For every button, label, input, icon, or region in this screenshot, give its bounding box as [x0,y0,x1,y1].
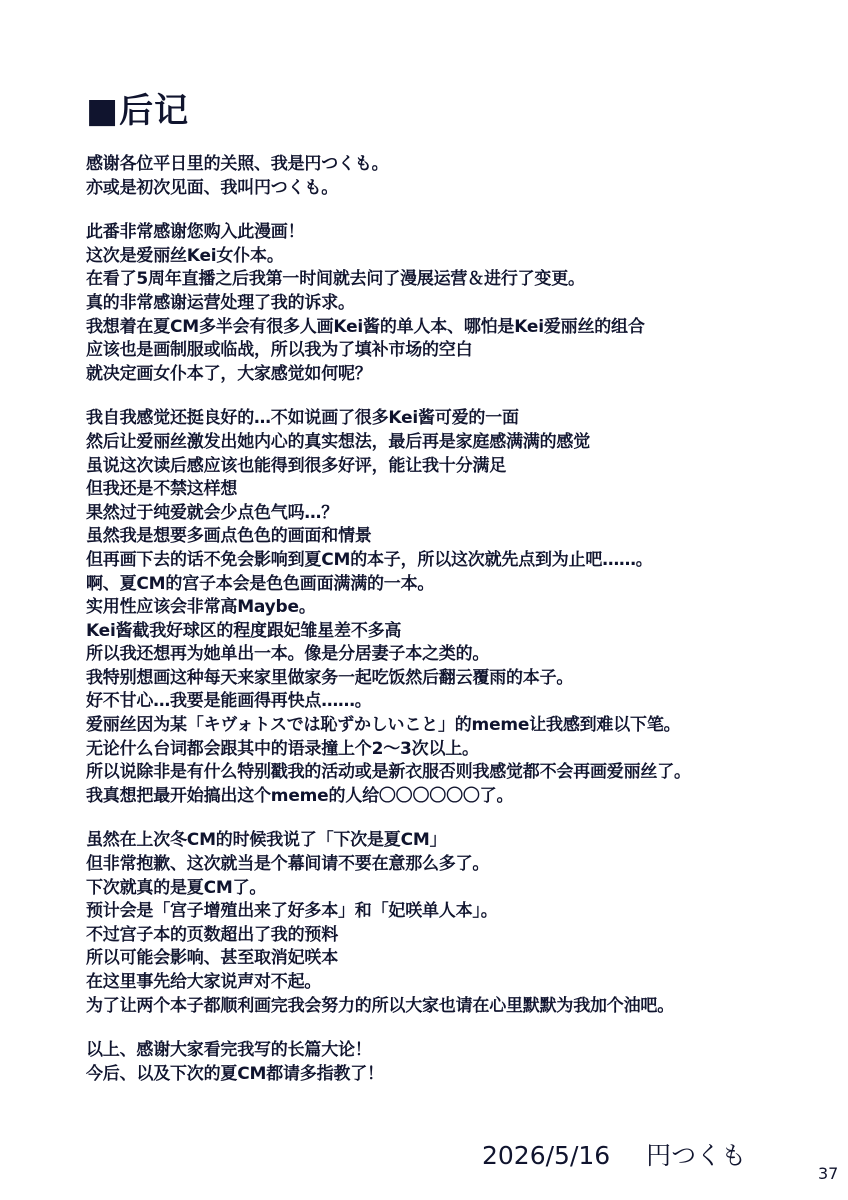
text-line: 虽然在上次冬CM的时候我说了「下次是夏CM」 [86,830,447,851]
text-line: Kei酱截我好球区的程度跟妃雏星差不多高 [86,620,402,641]
paragraph [86,829,826,1018]
text-line: 爱丽丝因为某「キヴォトスでは恥ずかしいこと」的meme让我感到难以下笔。 [86,715,681,736]
text-line: 今后、以及下次的夏CM都请多指教了！ [86,1063,384,1084]
text-line: 我自我感觉还挺良好的…不如说画了很多Kei酱可爱的一面 [86,408,519,429]
text-line: 亦或是初次见面、我叫円つくも。 [86,177,338,198]
text-line: 果然过于纯爱就会少点色气吗…？ [86,502,338,523]
text-line: 以上、感谢大家看完我写的长篇大论！ [86,1040,372,1061]
text-line: 下次就真的是夏CM了。 [86,877,267,898]
signature-author: 円つくも [646,1141,747,1170]
text-line: 就决定画女仆本了，大家感觉如何呢？ [86,363,372,384]
text-line: 无论什么台词都会跟其中的语录撞上个2～3次以上。 [86,738,479,759]
paragraph [86,221,826,386]
text-line: 所以可能会影响、甚至取消妃咲本 [86,948,338,969]
text-line: 应该也是画制服或临战，所以我为了填补市场的空白 [86,340,473,361]
text-line: 预计会是「宫子增殖出来了好多本」和「妃咲单人本」。 [86,901,498,922]
text-line: 在这里事先给大家说声对不起。 [86,972,322,992]
text-line: 但非常抱歉、这次就当是个幕间请不要在意那么多了。 [86,854,490,875]
page-number: 37 [818,1164,839,1183]
text-line: 感谢各位平日里的关照、我是円つくも。 [86,154,389,174]
afterword-body [86,153,826,1107]
text-line: 虽说这次读后感应该也能得到很多好评，能让我十分满足 [86,455,506,476]
text-line: 啊、夏CM的宫子本会是色色画面满满的一本。 [86,573,435,594]
page-title: ■后记 [86,91,190,131]
text-line: 但再画下去的话不免会影响到夏CM的本子，所以这次就先点到为止吧……。 [86,549,653,570]
text-line: 不过宫子本的页数超出了我的预料 [86,924,338,945]
paragraph [86,1039,826,1086]
text-line: 但我还是不禁这样想 [86,479,238,500]
text-line: 所以我还想再为她单出一本。像是分居妻子本之类的。 [86,644,490,665]
paragraph [86,407,826,808]
text-line: 在看了5周年直播之后我第一时间就去问了漫展运营＆进行了变更。 [86,269,585,290]
text-line: 我想着在夏CM多半会有很多人画Kei酱的单人本、哪怕是Kei爱丽丝的组合 [86,316,645,337]
text-line: 真的非常感谢运营处理了我的诉求。 [86,292,355,313]
text-line: 虽然我是想要多画点色色的画面和情景 [86,526,372,547]
text-line: 此番非常感谢您购入此漫画！ [86,222,305,243]
text-line: 我特别想画这种每天来家里做家务一起吃饭然后翻云覆雨的本子。 [86,667,574,688]
text-line: 这次是爱丽丝Kei女仆本。 [86,245,284,266]
text-line: 所以说除非是有什么特别戳我的活动或是新衣服否则我感觉都不会再画爱丽丝了。 [86,762,691,783]
paragraph [86,153,826,200]
signature-date: 2026/5/16 [482,1141,611,1170]
text-line: 好不甘心…我要是能画得再快点……。 [86,691,372,712]
signature [482,1140,746,1172]
text-line: 我真想把最开始搞出这个meme的人给〇〇〇〇〇〇了。 [86,785,514,806]
text-line: 实用性应该会非常高Maybe。 [86,597,316,618]
text-line: 为了让两个本子都顺利画完我会努力的所以大家也请在心里默默为我加个油吧。 [86,995,674,1016]
text-line: 然后让爱丽丝激发出她内心的真实想法，最后再是家庭感满满的感觉 [86,431,590,452]
